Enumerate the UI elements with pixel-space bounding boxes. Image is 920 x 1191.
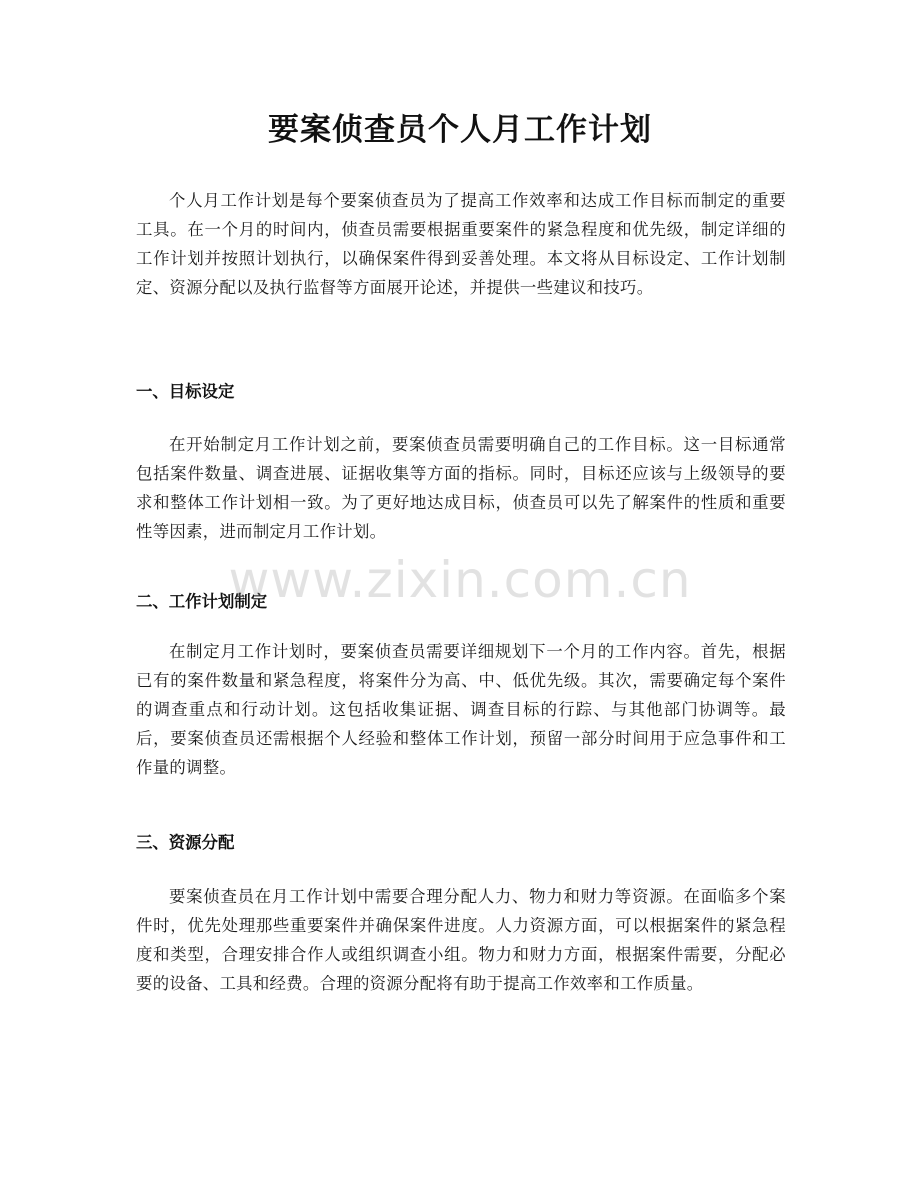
section-heading-resource-allocation: 三、资源分配 — [136, 833, 235, 852]
section-body-resource-allocation: 要案侦查员在月工作计划中需要合理分配人力、物力和财力等资源。在面临多个案件时，优先处理那些重要案件并确保案件进度。人力资源方面，可以根据案件的紧急程度和类型，合理安排合作人或组织调查小组。物力和财力方面，根据案件需要，分配必要的设备、工具和经费。合理的资源分配将有助于提高工作效率和工作质量。 — [136, 887, 786, 993]
section-body-goal-setting: 在开始制定月工作计划之前，要案侦查员需要明确自己的工作目标。这一目标通常包括案件数量、调查进展、证据收集等方面的指标。同时，目标还应该与上级领导的要求和整体工作计划相一致。为了更好地达成目标，侦查员可以先了解案件的性质和重要性等因素，进而制定月工作计划。 — [136, 435, 786, 541]
watermark: www.zixin.com.cn — [228, 551, 692, 609]
intro-paragraph: 个人月工作计划是每个要案侦查员为了提高工作效率和达成工作目标而制定的重要工具。在一个月的时间内，侦查员需要根据重要案件的紧急程度和优先级，制定详细的工作计划并按照计划执行，以确保案件得到妥善处理。本文将从目标设定、工作计划制定、资源分配以及执行监督等方面展开论述，并提供一些建议和技巧。 — [136, 191, 786, 297]
section-heading-goal-setting: 一、目标设定 — [136, 382, 235, 401]
section-heading-plan-making: 二、工作计划制定 — [136, 592, 268, 611]
section-body-plan-making: 在制定月工作计划时，要案侦查员需要详细规划下一个月的工作内容。首先，根据已有的案件数量和紧急程度，将案件分为高、中、低优先级。其次，需要确定每个案件的调查重点和行动计划。这包括收集证据、调查目标的行踪、与其他部门协调等。最后，要案侦查员还需根据个人经验和整体工作计划，预留一部分时间用于应急事件和工作量的调整。 — [136, 642, 786, 777]
document-title: 要案侦查员个人月工作计划 — [268, 112, 652, 148]
